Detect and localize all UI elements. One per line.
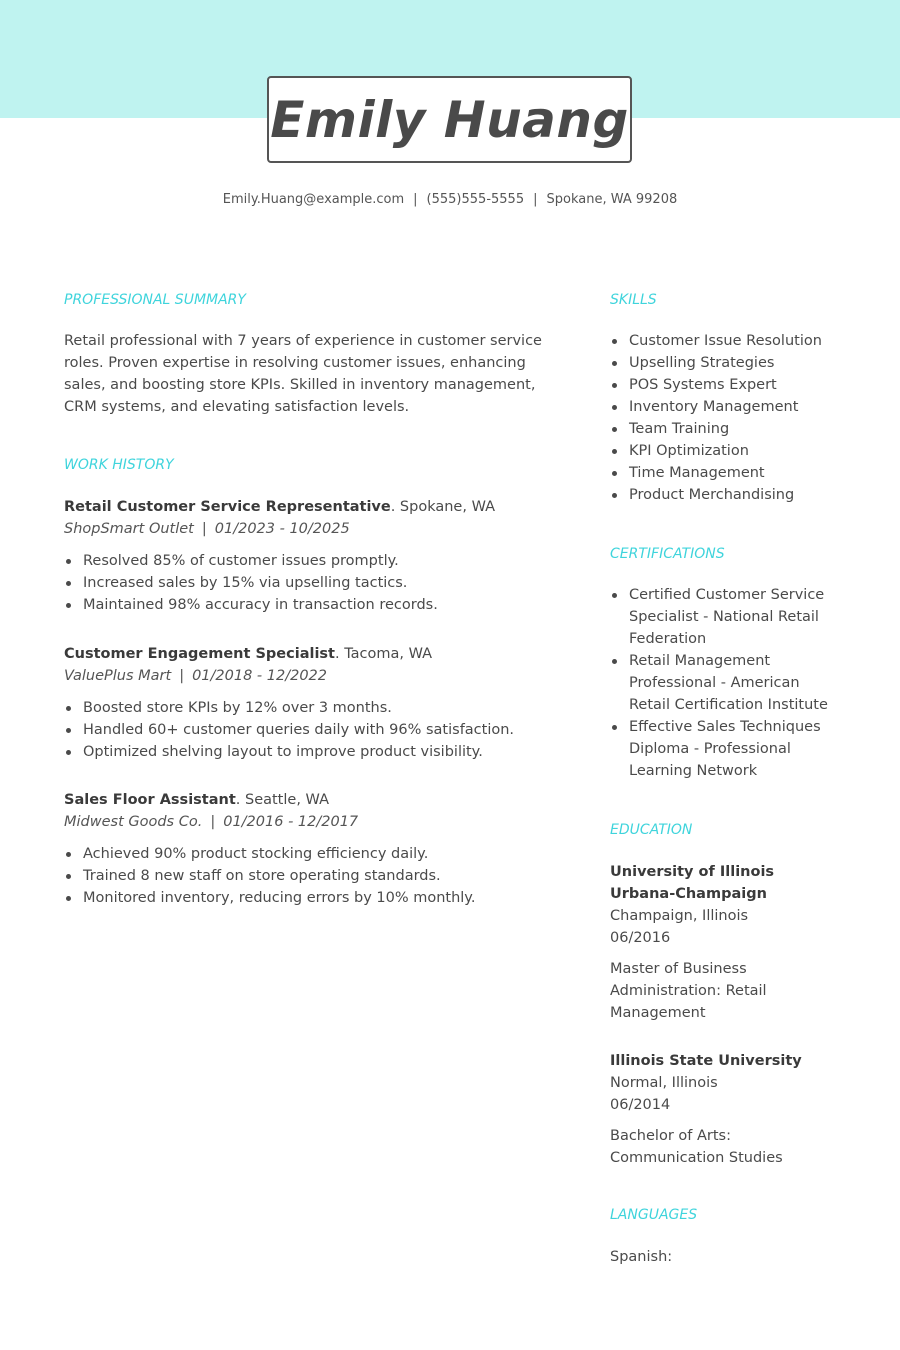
job-meta — [64, 665, 564, 687]
name-box — [267, 76, 632, 163]
job-bullet: Achieved 90% product stocking efficiency daily. — [64, 843, 564, 865]
contact-location: Spokane, WA 99208 — [546, 192, 678, 207]
job-bullet: Maintained 98% accuracy in transaction records. — [64, 594, 564, 616]
skill-item: KPI Optimization — [610, 440, 840, 462]
skill-item: Team Training — [610, 418, 840, 440]
education-entry — [610, 861, 815, 1024]
job-meta-separator: | — [201, 521, 207, 537]
job-dates: 01/2018 - 12/2022 — [192, 668, 328, 684]
certifications-list — [610, 584, 835, 782]
job-meta — [64, 518, 564, 540]
certifications-heading: CERTIFICATIONS — [610, 546, 725, 562]
job-dates: 01/2016 - 12/2017 — [223, 814, 359, 830]
job-bullet: Handled 60+ customer queries daily with 96% satisfaction. — [64, 719, 564, 741]
contact-separator: | — [413, 192, 418, 207]
skill-item: Customer Issue Resolution — [610, 330, 840, 352]
contact-phone: (555)555-5555 — [426, 192, 525, 207]
job-dates: 01/2023 - 10/2025 — [214, 521, 350, 537]
certification-item: Certified Customer Service Specialist - National Retail Federation — [610, 584, 835, 650]
candidate-name: Emily Huang — [270, 90, 629, 149]
summary-heading: PROFESSIONAL SUMMARY — [64, 292, 246, 308]
skills-heading: SKILLS — [610, 292, 657, 308]
contact-line — [0, 192, 900, 207]
job-entry — [64, 789, 564, 909]
skills-list — [610, 330, 840, 506]
job-title-line — [64, 643, 564, 665]
job-meta-separator: | — [179, 668, 185, 684]
skill-item: Upselling Strategies — [610, 352, 840, 374]
language-item: Spanish: — [610, 1249, 673, 1265]
job-entry — [64, 643, 564, 763]
job-bullet: Optimized shelving layout to improve product visibility. — [64, 741, 564, 763]
skill-item: Time Management — [610, 462, 840, 484]
job-bullets — [64, 697, 564, 763]
job-bullets — [64, 550, 564, 616]
skill-item: Inventory Management — [610, 396, 840, 418]
job-company: ValuePlus Mart — [64, 668, 172, 684]
summary-text: Retail professional with 7 years of experience in customer service roles. Proven expertise in resolving customer issues, enhancing sales, and boosting store KPIs. Skilled in inventory management, CRM systems, and elevating satisfaction levels. — [64, 333, 542, 415]
contact-email: Emily.Huang@example.com — [222, 192, 405, 207]
job-bullet: Trained 8 new staff on store operating standards. — [64, 865, 564, 887]
languages-heading: LANGUAGES — [610, 1207, 698, 1223]
job-title-line — [64, 496, 564, 518]
education-location: Normal, Illinois — [610, 1075, 718, 1091]
job-location: . Seattle, WA — [235, 792, 329, 808]
job-location: . Spokane, WA — [390, 499, 496, 515]
job-title-line — [64, 789, 564, 811]
job-title: Sales Floor Assistant — [64, 792, 236, 808]
skill-item: Product Merchandising — [610, 484, 840, 506]
job-bullet: Increased sales by 15% via upselling tactics. — [64, 572, 564, 594]
education-school: University of Illinois Urbana-Champaign — [610, 864, 775, 902]
education-degree: Bachelor of Arts: Communication Studies — [610, 1128, 783, 1166]
education-date: 06/2016 — [610, 930, 671, 946]
certification-item: Retail Management Professional - American Retail Certification Institute — [610, 650, 835, 716]
job-bullet: Resolved 85% of customer issues promptly. — [64, 550, 564, 572]
job-meta-separator: | — [210, 814, 216, 830]
education-date: 06/2014 — [610, 1097, 671, 1113]
job-title: Customer Engagement Specialist — [64, 646, 335, 662]
education-location: Champaign, Illinois — [610, 908, 749, 924]
job-location: . Tacoma, WA — [335, 646, 433, 662]
job-meta — [64, 811, 564, 833]
education-school: Illinois State University — [610, 1053, 802, 1069]
education-degree: Master of Business Administration: Retail Management — [610, 961, 767, 1021]
skill-item: POS Systems Expert — [610, 374, 840, 396]
job-bullet: Boosted store KPIs by 12% over 3 months. — [64, 697, 564, 719]
certification-item: Effective Sales Techniques Diploma - Professional Learning Network — [610, 716, 835, 782]
job-title: Retail Customer Service Representative — [64, 499, 391, 515]
job-bullet: Monitored inventory, reducing errors by 10% monthly. — [64, 887, 564, 909]
job-company: ShopSmart Outlet — [64, 521, 194, 537]
contact-separator: | — [533, 192, 538, 207]
work-history-heading: WORK HISTORY — [64, 457, 174, 473]
job-bullets — [64, 843, 564, 909]
education-entry — [610, 1050, 840, 1169]
job-company: Midwest Goods Co. — [64, 814, 203, 830]
education-heading: EDUCATION — [610, 822, 693, 838]
job-entry — [64, 496, 564, 616]
